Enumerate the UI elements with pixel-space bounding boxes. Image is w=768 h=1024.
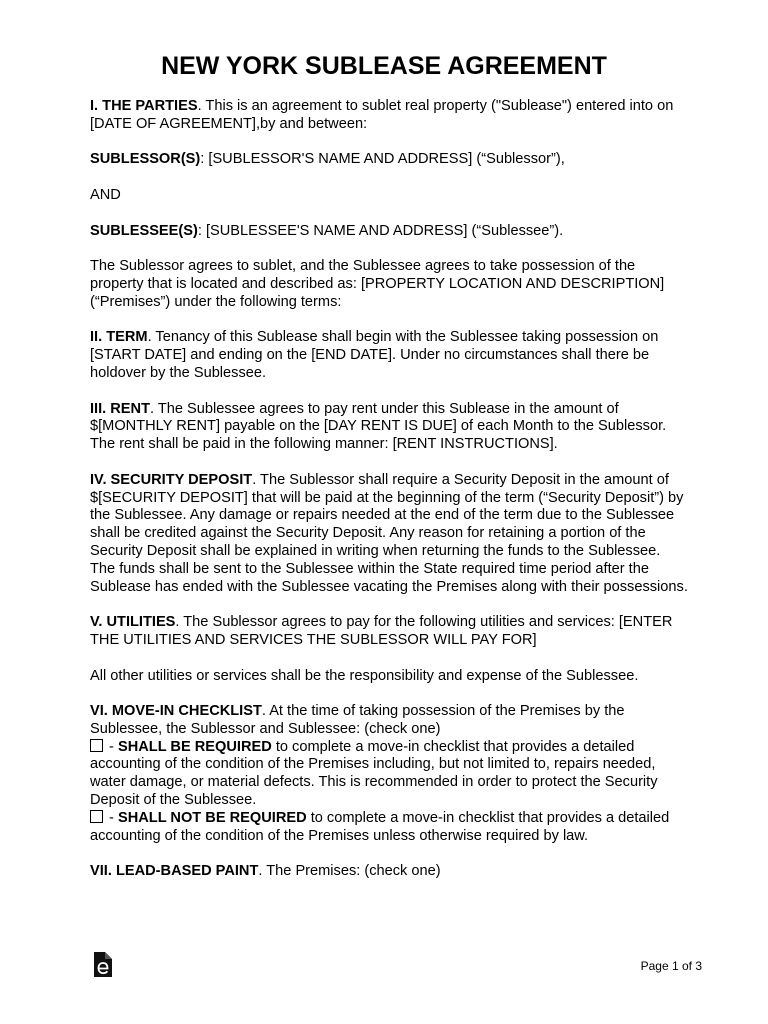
section-security-deposit [90, 472, 688, 597]
section-text: . Tenancy of this Sublease shall begin with the Sublessee taking possession on [START DATE] and ending on the [END DATE]. Under no circumstances shall there be holdover by the Sublessee. [90, 329, 659, 381]
option-dash: - [105, 809, 118, 826]
sublessor-text: : [SUBLESSOR'S NAME AND ADDRESS] (“Sublessor”), [200, 151, 565, 168]
option-label: SHALL BE REQUIRED [117, 738, 272, 755]
option-dash: - [105, 738, 118, 755]
sublessee-label: SUBLESSEE(S) [90, 222, 198, 239]
section-rent [90, 401, 688, 454]
sublessor-label: SUBLESSOR(S) [90, 151, 201, 168]
sublessee-line [90, 223, 688, 241]
checklist-option-not-required [90, 810, 688, 846]
section-heading: VII. LEAD-BASED PAINT [90, 863, 259, 880]
section-text: . This is an agreement to sublet real property ("Sublease") entered into on [DATE OF AGREEMENT],by and between: [90, 98, 674, 132]
section-heading: VI. MOVE-IN CHECKLIST [90, 703, 262, 720]
section-text: . The Sublessee agrees to pay rent under this Sublease in the amount of $[MONTHLY RENT] payable on the [DAY RENT IS DUE] of each Month to the Sublessor. The rent shall be paid in the following manner: [RENT INSTRUCTIONS]. [90, 400, 667, 453]
document-body [90, 98, 688, 881]
section-term [90, 329, 688, 382]
section-text: . The Sublessor shall require a Security Deposit in the amount of $[SECURITY DEPOSIT] that will be paid at the beginning of the term (“Security Deposit”) by the Sublessee. Any damage or repairs needed at the end of the term due to the Sublessee shall be credited against the Security Deposit. Any reason for retaining a portion of the Security Deposit shall be explained in writing when returning the funds to the Sublessee. The funds shall be sent to the Sublessee within the State required time period after the Sublease has ended with the Sublessee vacating the Premises along with their possessions. [90, 471, 688, 595]
and-line: AND [90, 186, 121, 203]
section-utilities [90, 614, 688, 650]
section-parties [90, 98, 688, 134]
section-text: . The Sublessor agrees to pay for the following utilities and services: [ENTER THE UTILITIES AND SERVICES THE SUBLESSOR WILL PAY FOR] [90, 614, 673, 648]
utilities-other-paragraph: All other utilities or services shall be the responsibility and expense of the Sublessee. [90, 667, 639, 684]
option-text: to complete a move-in checklist that provides a detailed accounting of the condition of the Premises unless otherwise required by law. [90, 809, 670, 844]
checkbox[interactable] [90, 810, 103, 823]
document-title: NEW YORK SUBLEASE AGREEMENT [161, 52, 607, 80]
section-heading: I. THE PARTIES [90, 98, 198, 114]
section-heading: IV. SECURITY DEPOSIT [90, 471, 253, 488]
document-logo-icon [93, 951, 113, 978]
option-label: SHALL NOT BE REQUIRED [117, 809, 307, 826]
section-text: . The Premises: (check one) [258, 863, 441, 880]
option-text: to complete a move-in checklist that provides a detailed accounting of the condition of the Premises including, but not limited to, repairs needed, water damage, or material defects. This is recommended in order to protect the Security Deposit of the Sublessee. [90, 738, 658, 809]
section-text: . At the time of taking possession of the Premises by the Sublessee, the Sublessor and Sublessee: (check one) [90, 703, 625, 737]
checkbox[interactable] [90, 739, 103, 752]
checklist-option-required [90, 739, 688, 810]
section-heading: II. TERM [90, 329, 148, 346]
sublessee-text: : [SUBLESSEE'S NAME AND ADDRESS] (“Sublessee”). [197, 222, 564, 239]
section-move-in-checklist [90, 703, 688, 739]
premises-paragraph: The Sublessor agrees to sublet, and the Sublessee agrees to take possession of the property that is located and described as: [PROPERTY LOCATION AND DESCRIPTION] (“Premises”) under the following terms: [90, 258, 665, 310]
section-lead-based-paint [90, 863, 688, 881]
section-heading: V. UTILITIES [90, 614, 176, 631]
section-heading: III. RENT [90, 400, 150, 417]
page-number: Page 1 of 3 [640, 959, 702, 973]
sublessor-line [90, 151, 688, 169]
